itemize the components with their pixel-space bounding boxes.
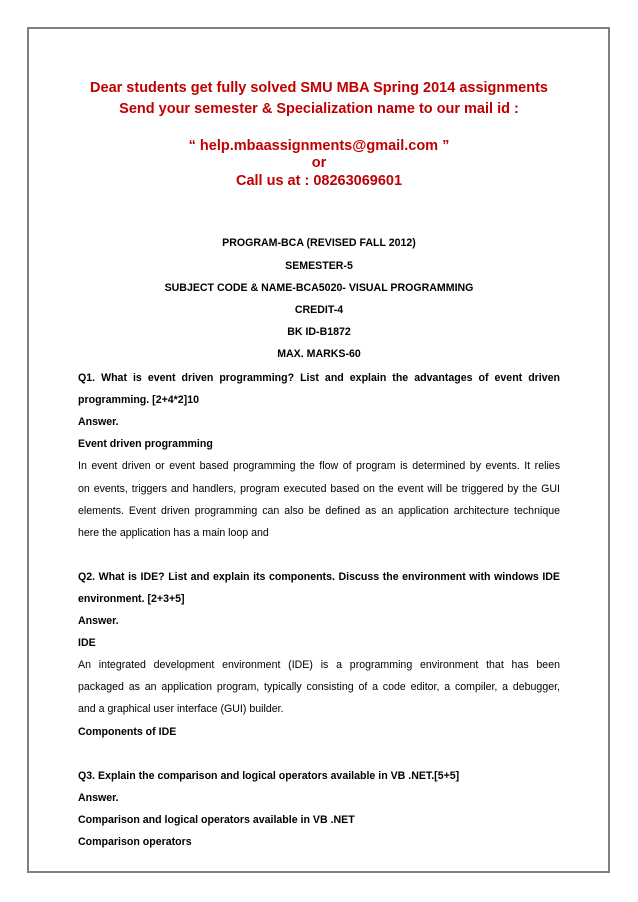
header-line-1: Dear students get fully solved SMU MBA Spring 2014 assignments <box>90 80 548 96</box>
q2-paragraph-line-3: and a graphical user interface (GUI) builder. <box>78 703 284 715</box>
q1-answer-label: Answer. <box>78 416 119 428</box>
header-email: “ help.mbaassignments@gmail.com ” <box>188 138 450 154</box>
q2-answer-label: Answer. <box>78 615 119 627</box>
q2-paragraph-line-1: An integrated development environment (IDE) is a programming environment that has been <box>78 659 560 671</box>
q1-paragraph-line-2: on events, triggers and handlers, program executed based on the event will be triggered by the GUI <box>78 483 560 495</box>
q1-line-1: Q1. What is event driven programming? List and explain the advantages of event driven <box>78 372 560 384</box>
header-line-2: Send your semester & Specialization name to our mail id : <box>119 101 519 117</box>
q1-paragraph-line-1: In event driven or event based programming the flow of program is determined by events. It relies <box>78 460 560 472</box>
q2-components-heading: Components of IDE <box>78 726 177 738</box>
meta-marks: MAX. MARKS-60 <box>277 348 361 360</box>
q1-paragraph-line-4: here the application has a main loop and <box>78 527 269 539</box>
meta-bkid: BK ID-B1872 <box>287 326 351 338</box>
meta-subject: SUBJECT CODE & NAME-BCA5020- VISUAL PROGRAMMING <box>164 282 474 294</box>
q1-line-2: programming. [2+4*2]10 <box>78 394 199 406</box>
q1-paragraph-line-3: elements. Event driven programming can also be defined as an application architecture technique <box>78 505 560 517</box>
header-or: or <box>311 155 327 171</box>
q3-subheading: Comparison operators <box>78 836 192 848</box>
q3-line-1: Q3. Explain the comparison and logical operators available in VB .NET.[5+5] <box>78 770 460 782</box>
q3-answer-label: Answer. <box>78 792 119 804</box>
meta-semester: SEMESTER-5 <box>285 260 353 272</box>
header-call: Call us at : 08263069601 <box>235 173 403 189</box>
meta-credit: CREDIT-4 <box>294 304 344 316</box>
q2-paragraph-line-2: packaged as an application program, typically consisting of a code editor, a compiler, a debugger, <box>78 681 560 693</box>
q1-heading: Event driven programming <box>78 438 213 450</box>
q2-heading: IDE <box>78 637 96 649</box>
meta-program: PROGRAM-BCA (REVISED FALL 2012) <box>222 237 416 249</box>
q2-line-2: environment. [2+3+5] <box>78 593 185 605</box>
q2-line-1: Q2. What is IDE? List and explain its components. Discuss the environment with windows IDE <box>78 571 560 583</box>
q3-heading: Comparison and logical operators available in VB .NET <box>78 814 355 826</box>
